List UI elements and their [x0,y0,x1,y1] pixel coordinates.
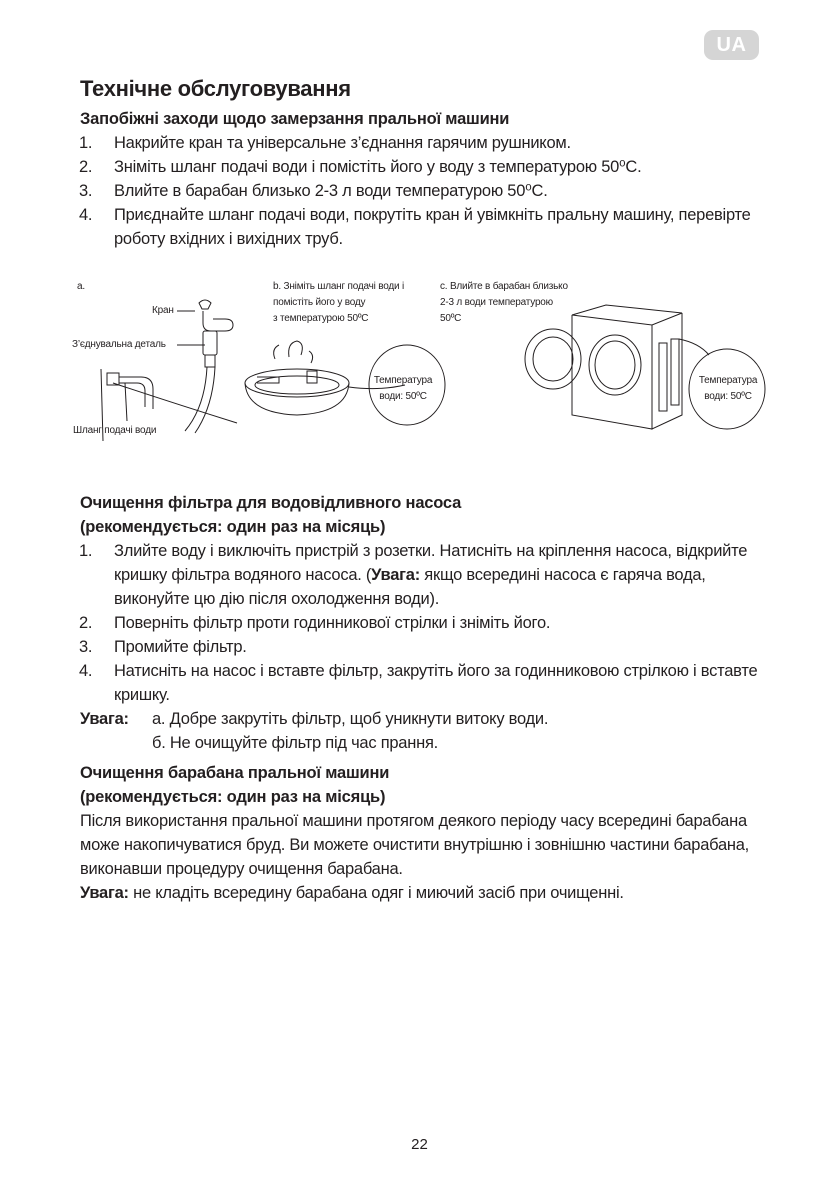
list-item [80,131,760,155]
section-heading: Очищення фільтра для водовідливного насоса [80,494,462,512]
step-number: 3. [79,182,93,200]
bubble-b-line1: Температура [373,375,433,386]
figure-b-caption-line3: з температурою 50ºС [273,313,369,324]
list-item [80,203,760,251]
figure-c-caption-line2: 2-3 л води температурою [440,297,553,308]
step-number: 3. [79,638,93,656]
freeze-steps-list [80,131,760,251]
step-text: Промийте фільтр. [114,638,247,656]
list-item [80,659,760,707]
step-number: 1. [79,134,93,152]
note-item-b: б. Не очищуйте фільтр під час прання. [152,734,438,752]
figure-b-caption-line1: b. Зніміть шланг подачі води і [273,281,405,292]
filter-steps-list [80,539,760,707]
step-text: Влийте в барабан близько 2-3 л води температурою 50⁰С. [114,182,548,200]
step-number: 2. [79,614,93,632]
list-item [80,155,760,179]
note-label: Увага: [80,884,129,902]
note-label: Увага: [80,710,129,728]
list-item [80,539,760,611]
list-item [80,179,760,203]
note-item-a: а. Добре закрутіть фільтр, щоб уникнути витоку води. [152,710,549,728]
list-item [80,611,760,635]
step-number: 4. [79,206,93,224]
section-heading: Запобіжні заходи щодо замерзання пральної машини [80,110,510,128]
step-number: 4. [79,662,93,680]
callout-connector: З’єднувальна деталь [72,339,166,350]
step-text: Накрийте кран та універсальне з’єднання гарячим рушником. [114,134,571,152]
step-text: Поверніть фільтр проти годинникової стрілки і зніміть його. [114,614,551,632]
language-badge: UA [704,30,759,60]
list-item [80,635,760,659]
warning-label: Увага: [371,566,420,584]
figure-a-label: a. [77,281,85,292]
section-drum-cleaning [80,761,760,905]
note-text: не кладіть всередину барабана одяг і миючий засіб при очищенні. [128,884,624,902]
step-text [114,539,760,611]
step-number: 2. [79,158,93,176]
freeze-illustration [72,273,760,473]
page-content [72,76,760,905]
section-heading: Очищення барабана пральної машини [80,764,390,782]
step-text: Натисніть на насос і вставте фільтр, закрутіть його за годинниковою стрілкою і вставте кришку. [114,662,758,704]
bubble-c-line1: Температура [698,375,758,386]
step-text: Приєднайте шланг подачі води, покрутіть кран й увімкніть пральну машину, перевірте роботу вхідних і вихідних труб. [114,206,751,248]
step-text-part: якщо всередині насоса є гаряча вода, виконуйте цю дію після охолодження води). [114,566,706,608]
figure-c-caption-line3: 50ºС [440,313,462,324]
section-subheading: (рекомендується: один раз на місяць) [80,518,386,536]
page-title: Технічне обслуговування [80,76,351,101]
note-items [152,707,548,755]
step-text: Зніміть шланг подачі води і помістіть його у воду з температурою 50⁰С. [114,158,642,176]
drum-note [80,881,760,905]
figure-c-caption-line1: c. Влийте в барабан близько [440,281,568,292]
callout-tap: Кран [152,305,174,316]
step-text-part: Злийте воду і виключіть пристрій з розетки. Натисніть на кріплення насоса, відкрийте кришку фільтра водяного насоса. ( [114,542,748,584]
figure-b-caption-line2: помістіть його у воду [273,297,366,308]
section-freeze-precautions [80,107,760,251]
section-subheading: (рекомендується: один раз на місяць) [80,788,386,806]
drum-paragraph: Після використання пральної машини протягом деякого періоду часу всередині барабана може накопичуватися бруд. Ви можете очистити внутрішню і зовнішню частини барабана, виконавши процедуру очищення барабана. [80,812,750,878]
bubble-b-line2: води: 50ºС [379,391,427,402]
bubble-c-line2: води: 50ºС [704,391,752,402]
callout-hose: Шланг подачі води [73,425,157,436]
page-number: 22 [411,1136,428,1153]
section-pump-filter [80,491,760,755]
filter-note [80,707,760,755]
step-number: 1. [79,542,93,560]
